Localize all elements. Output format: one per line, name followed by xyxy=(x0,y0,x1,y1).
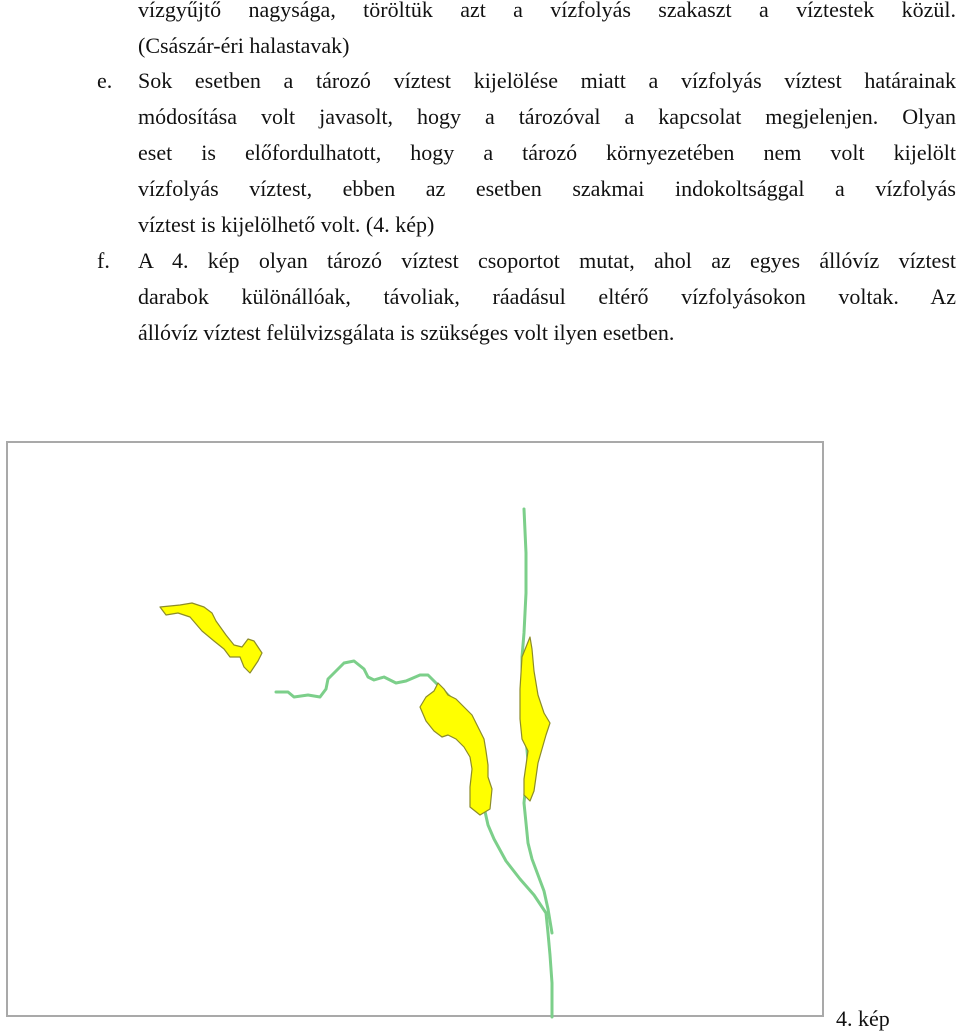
list-marker-f: f. xyxy=(97,248,110,273)
paragraph-line: vízgyűjtő nagysága, töröltük azt a vízfolyás szakaszt a víztestek közül. xyxy=(138,0,956,22)
paragraph-line: A 4. kép olyan tározó víztest csoportot mutat, ahol az egyes állóvíz víztest xyxy=(138,248,956,273)
paragraph-line: Sok esetben a tározó víztest kijelölése miatt a vízfolyás víztest határainak xyxy=(138,68,956,93)
list-marker-e: e. xyxy=(97,68,113,93)
reservoir-left xyxy=(160,603,262,673)
paragraph-line: eset is előfordulhatott, hogy a tározó környezetében nem volt kijelölt xyxy=(138,140,956,165)
paragraph-line: darabok különállóak, távoliak, ráadásul eltérő vízfolyásokon voltak. Az xyxy=(138,284,956,309)
paragraph-line: módosítása volt javasolt, hogy a tározóval a kapcsolat megjelenjen. Olyan xyxy=(138,104,956,129)
map-figure xyxy=(6,441,824,1017)
reservoir-right xyxy=(520,637,550,801)
figure-caption: 4. kép xyxy=(836,1006,890,1031)
paragraph-line: vízfolyás víztest, ebben az esetben szakmai indokoltsággal a vízfolyás xyxy=(138,176,956,201)
reservoir-middle xyxy=(420,683,492,815)
paragraph-line: (Császár-éri halastavak) xyxy=(138,33,350,58)
stream-left xyxy=(276,661,552,1017)
map-drawing xyxy=(8,443,826,1019)
paragraph-line: víztest is kijelölhető volt. (4. kép) xyxy=(138,212,435,237)
paragraph-line: állóvíz víztest felülvizsgálata is szükséges volt ilyen esetben. xyxy=(138,320,675,345)
